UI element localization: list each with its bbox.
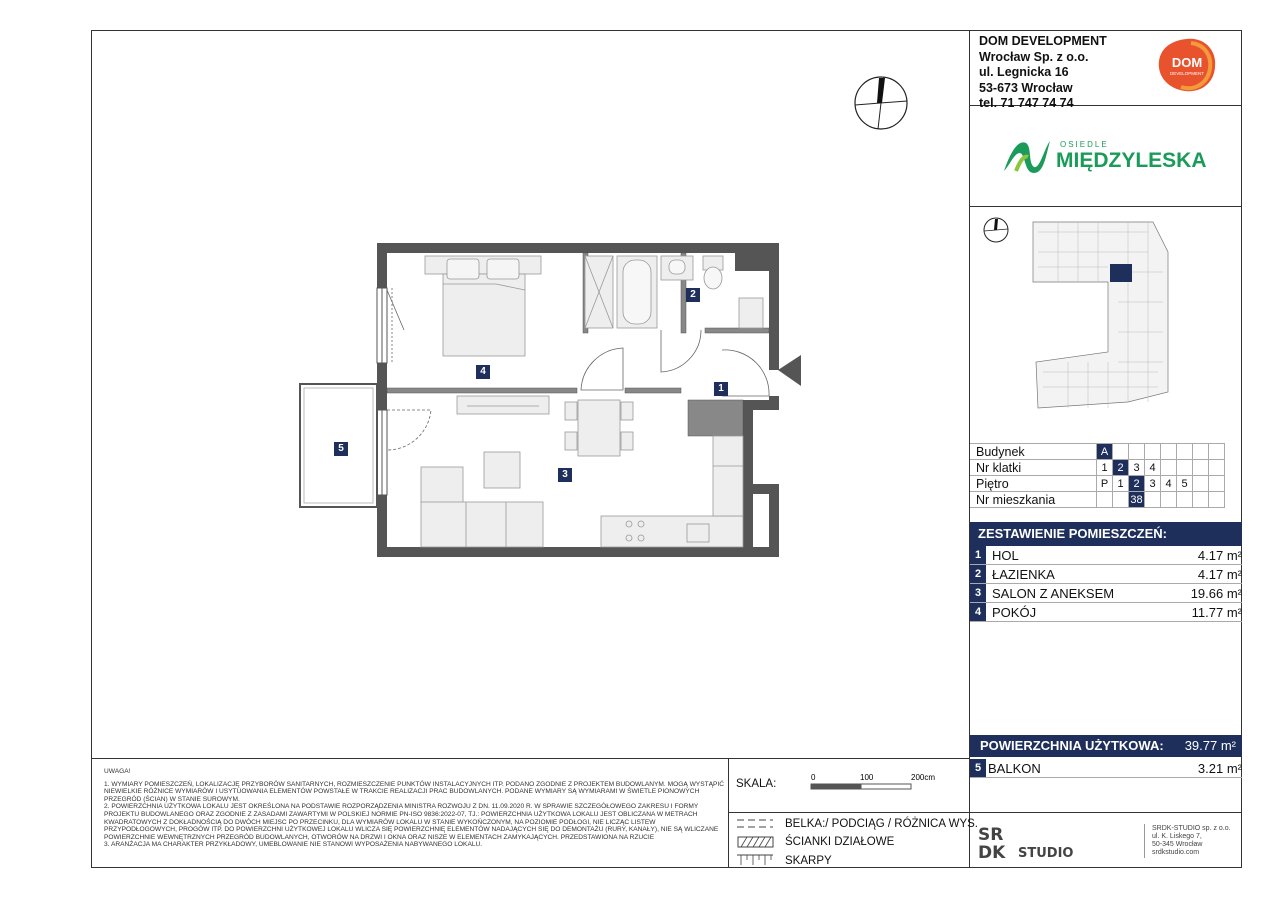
osiedle-miedzyleska-logo	[1000, 133, 1212, 177]
floor-value: P	[1097, 476, 1113, 492]
notes	[104, 768, 724, 849]
floor-value: 4	[1161, 476, 1177, 492]
svg-text:200cm: 200cm	[911, 773, 936, 782]
legend-beam-icon	[737, 818, 775, 830]
rooms-header: ZESTAWIENIE POMIESZCZEŃ:	[970, 522, 1242, 546]
studio-separator	[1144, 824, 1145, 858]
floor-value: 2	[1129, 476, 1145, 492]
stair-value: 2	[1113, 460, 1129, 476]
scale-divider	[728, 758, 729, 868]
company-city: 53-673 Wrocław	[979, 80, 1073, 95]
list-item: 2 ŁAZIENKA 4.17 m²	[970, 565, 1242, 584]
floor-value: 3	[1145, 476, 1161, 492]
legend-partition: ŚCIANKI DZIAŁOWE	[785, 836, 895, 848]
building-value: A	[1097, 444, 1113, 460]
entrance-arrow-icon	[778, 355, 801, 386]
key-plan-north-icon	[984, 218, 1008, 242]
company-info	[979, 34, 1107, 112]
dom-development-logo	[1157, 37, 1217, 93]
usable-area-value: 39.77 m²	[1184, 738, 1236, 753]
svg-text:MIĘDZYLESKA: MIĘDZYLESKA	[1056, 149, 1207, 172]
usable-area-label: POWIERZCHNIA UŻYTKOWA:	[980, 738, 1164, 753]
plan-tag-pokoj: 4	[476, 365, 490, 379]
company-name: DOM DEVELOPMENT	[979, 34, 1107, 48]
svg-text:100: 100	[860, 773, 874, 782]
rooms-list	[970, 546, 1242, 622]
list-item: 1 HOL 4.17 m²	[970, 546, 1242, 565]
floor-value: 1	[1113, 476, 1129, 492]
svg-text:STUDIO: STUDIO	[1018, 846, 1074, 860]
plan-tag-balkon: 5	[334, 442, 348, 456]
stair-value: 1	[1097, 460, 1113, 476]
floor-label: Piętro	[970, 476, 1097, 492]
key-plan	[978, 212, 1178, 412]
svg-text:DK: DK	[978, 843, 1006, 860]
svg-text:SR: SR	[978, 825, 1004, 845]
company-phone: tel. 71 747 74 74	[979, 96, 1074, 110]
estate-divider	[969, 206, 1242, 207]
location-table	[970, 443, 1225, 508]
notes-divider	[91, 758, 969, 759]
company-entity: Wrocław Sp. z o.o.	[979, 49, 1089, 64]
company-street: ul. Legnicka 16	[979, 65, 1069, 79]
svg-text:0: 0	[811, 773, 816, 782]
stair-label: Nr klatki	[970, 460, 1097, 476]
key-plan-apartment-marker	[1110, 264, 1132, 282]
srdk-studio-logo	[978, 824, 1078, 860]
stair-value: 3	[1129, 460, 1145, 476]
list-item: 3 SALON Z ANEKSEM 19.66 m²	[970, 584, 1242, 603]
apartment-value: 38	[1130, 493, 1143, 506]
building-label: Budynek	[970, 444, 1097, 460]
north-arrow-icon	[855, 77, 907, 129]
note-2: 2. POWIERZCHNIA UŻYTKOWA LOKALU JEST OKREŚLONA NA PODSTAWIE ROZPORZĄDZENIA MINISTRA ROZWOJU Z DN. 11.09.2020 R. W SPRAWIE SZCZEGÓŁOWEGO ZAKRESU I FORMY PROJEKTU BUDOWLANEGO ORAZ ZGODNIE Z ZASADAMI ZAWARTYMI W POLSKIEJ NORMIE PN-ISO 9836:2022-07, TJ.: POWIERZCHNIA UŻYTKOWA LOKALU JEST OBLICZANA W METRACH KWADRATOWYCH Z DOKŁADNOŚCIĄ DO DWÓCH MIEJSC PO PRZECINKU, DLA WYMIARÓW LOKALU W STANIE WYKOŃCZONYM, NA POZIOMIE PODŁOGI, NIE LICZĄC LISTEW PRZYPODŁOGOWYCH, PROGÓW ITP. DO POWIERZCHNI UŻYTKOWEJ LOKALU WLICZA SIĘ POWIERZCHNIĘ ELEMENTÓW NADAJĄCYCH SIĘ DO DEMONTAŻU (RURY, KANAŁY), NIE SĄ WLICZANE POWIERZCHNIE WEWNĘTRZNYCH PRZEGRÓD BUDOWLANYCH, OTWORÓW NA DRZWI I OKNA ORAZ NISZE W ELEMENTACH ZAMYKAJĄCYCH. PRZEDSTAWIONA NA RZUCIE	[104, 803, 719, 841]
plan-tag-hol: 1	[714, 382, 728, 396]
studio-info: SRDK-STUDIO sp. z o.o. ul. K. Liskego 7, 50-345 Wrocław srdkstudio.com	[1152, 825, 1231, 856]
legend-divider	[728, 812, 969, 813]
floor-value: 5	[1177, 476, 1193, 492]
plan-tag-lazienka: 2	[686, 288, 700, 302]
studio-divider	[969, 812, 1242, 813]
floor-plan	[91, 30, 969, 758]
svg-text:DOM: DOM	[1171, 55, 1203, 70]
balcony-row: 5 BALKON 3.21 m²	[970, 759, 1242, 778]
legend-partition-icon	[737, 836, 775, 848]
legend-slope: SKARPY	[785, 855, 832, 867]
note-3: 3. ARANŻACJA MA CHARAKTER PRZYKŁADOWY, UMEBLOWANIE NIE STANOWI WYPOSAŻENIA NABYWANEGO LOKALU.	[104, 841, 483, 849]
apartment-label: Nr mieszkania	[970, 492, 1097, 508]
stair-value: 4	[1145, 460, 1161, 476]
legend-beam: BELKA:/ PODCIĄG / RÓŻNICA WYS.	[785, 818, 978, 830]
note-1: 1. WYMIARY POMIESZCZEŃ, LOKALIZACJĘ PRZYBORÓW SANITARNYCH, ROZMIESZCZENIE PUNKTÓW INSTALACYJNYCH ITP. PODANO ZGODNIE Z PROJEKTEM BUDOWLANYM. MOGĄ WYSTĄPIĆ NIEWIELKIE RÓŻNICE WYMIARÓW I USYTUOWANIA ELEMENTÓW POWSTAŁE W TRAKCIE REALIZACJI PRAC BUDOWLANYCH. PODANE WYMIARY SĄ WYMIARAMI W ŚWIETLE PIONOWYCH PRZEGRÓD (ŚCIAN) W STANIE SUROWYM.	[104, 780, 725, 803]
notes-title: UWAGA!	[104, 768, 131, 775]
svg-text:OSIEDLE: OSIEDLE	[1060, 140, 1109, 149]
scale-bar	[805, 771, 945, 793]
list-item: 4 POKÓJ 11.77 m²	[970, 603, 1242, 622]
legend-slope-icon	[737, 853, 775, 867]
plan-tag-salon: 3	[558, 468, 572, 482]
svg-text:DEVELOPMENT: DEVELOPMENT	[1169, 71, 1205, 76]
usable-area-bar	[970, 735, 1242, 757]
scale-label: SKALA:	[736, 778, 777, 790]
